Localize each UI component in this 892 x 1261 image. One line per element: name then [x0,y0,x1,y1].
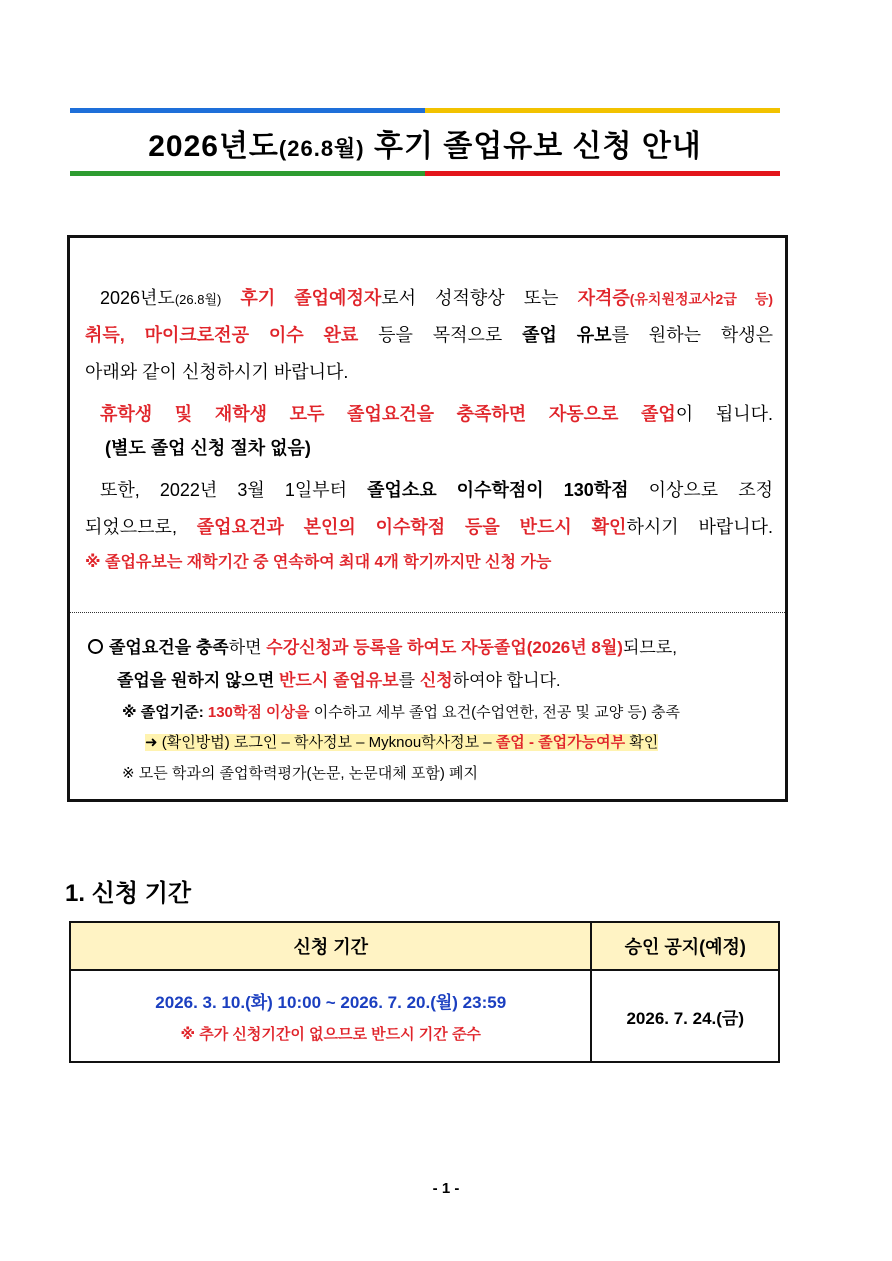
notice-requirement-line-2: 졸업을 원하지 않으면 반드시 졸업유보를 신청하여야 합니다. [117,671,561,690]
notice-line-1: 2026년도(26.8월) 후기 졸업예정자로서 성적향상 또는 자격증(유치원정교사2급 등) [100,288,773,308]
page-number: - 1 - [432,1180,460,1197]
period-cell [70,970,591,1062]
header-bar-top-left [70,108,425,113]
notice-line-8: ※ 졸업유보는 재학기간 중 연속하여 최대 4개 학기까지만 신청 가능 [85,554,552,571]
section-title-period: 1. 신청 기간 [65,880,192,907]
notice-divider [70,612,785,613]
notice-line-3: 아래와 같이 신청하시기 바랍니다. [85,362,349,382]
notice-intro [70,238,785,612]
notice-abolish-line: ※ 모든 학과의 졸업학력평가(논문, 논문대체 포함) 폐지 [122,765,479,782]
page-title: 2026년도(26.8월) 후기 졸업유보 신청 안내 [148,130,702,163]
notice-line-4: 휴학생 및 재학생 모두 졸업요건을 충족하면 자동으로 졸업이 됩니다. [100,404,773,424]
period-table [69,921,780,1063]
period-table-header-row [70,922,779,970]
period-warning: ※ 추가 신청기간이 없으므로 반드시 기간 준수 [180,1026,481,1043]
period-table-row [70,970,779,1062]
approval-header: 승인 공지(예정) [591,922,779,970]
notice-criteria-line: ※ 졸업기준: 130학점 이상을 이수하고 세부 졸업 요건(수업연한, 전공 및 교양 등) 충족 [122,704,680,721]
period-header: 신청 기간 [70,922,591,970]
circle-bullet-icon [88,639,103,654]
notice-check-method-line: ➜ (확인방법) 로그인 – 학사정보 – Myknou학사정보 – 졸업 - 졸업가능여부 확인 [145,734,659,751]
header-bar-bottom-right [425,171,780,176]
notice-box [67,235,788,802]
period-value: 2026. 3. 10.(화) 10:00 ~ 2026. 7. 20.(월) 23:59 [155,993,507,1012]
notice-requirement-line-1: 졸업요건을 충족하면 수강신청과 등록을 하여도 자동졸업(2026년 8월)되므로, [88,636,677,660]
header-bar-bottom-left [70,171,425,176]
header-bar-top-right [425,108,780,113]
approval-value: 2026. 7. 24.(금) [591,970,779,1062]
notice-line-7: 되었으므로, 졸업요건과 본인의 이수학점 등을 반드시 확인하시기 바랍니다. [85,517,774,537]
notice-line-2: 취득, 마이크로전공 이수 완료 등을 목적으로 졸업 유보를 원하는 학생은 [85,325,773,345]
notice-line-6: 또한, 2022년 3월 1일부터 졸업소요 이수학점이 130학점 이상으로 조정 [100,480,773,500]
notice-line-5: (별도 졸업 신청 절차 없음) [105,438,311,458]
